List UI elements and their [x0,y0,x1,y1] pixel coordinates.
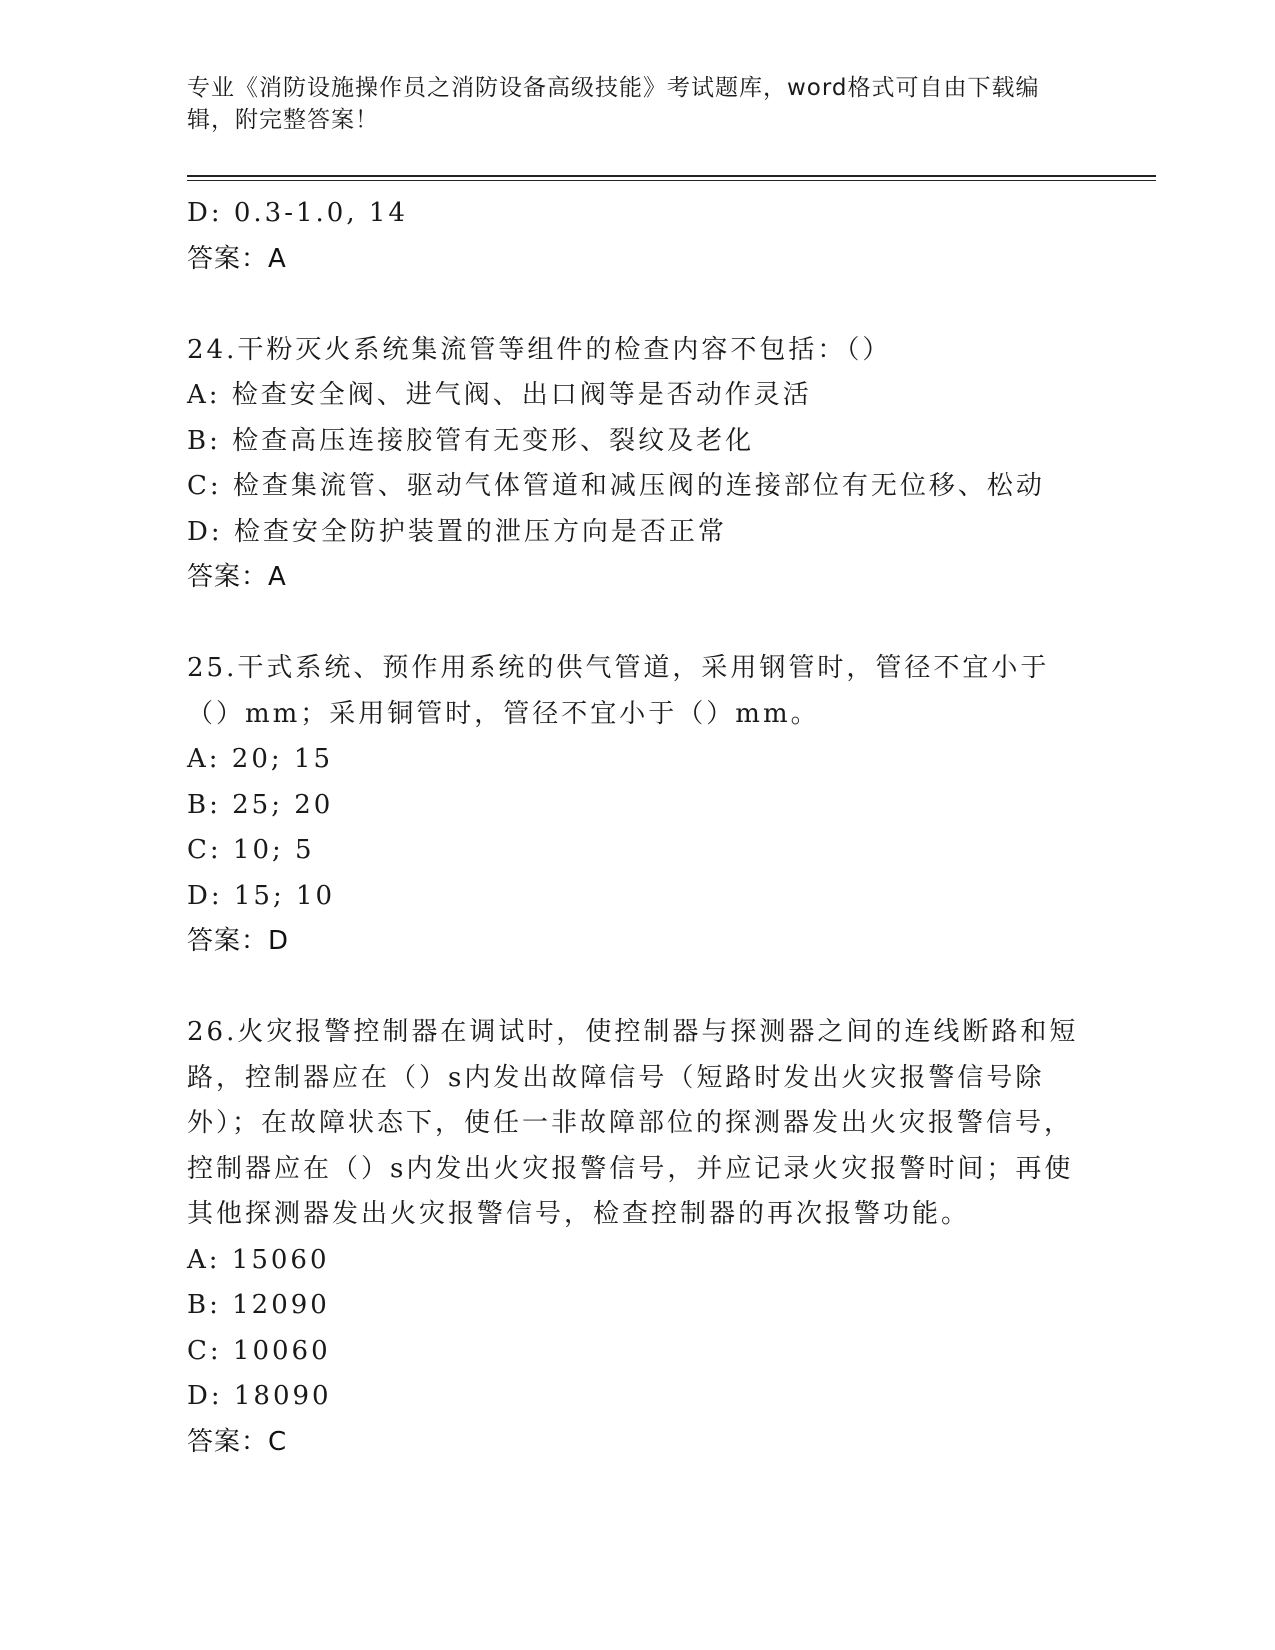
spacer [187,601,1087,647]
option-d: D: 15; 10 [187,880,336,911]
option-b: B: 12090 [187,1290,330,1320]
prev-question-answer: 答案：A [187,243,287,274]
question-answer: 答案：A [187,562,287,592]
question-stem: 24.干粉灭火系统集流管等组件的检查内容不包括：（） [187,334,892,365]
option-d: D: 18090 [187,1381,332,1411]
option-b: B: 检查高压连接胶管有无变形、裂纹及老化 [187,425,755,456]
prev-question-option-d: D: 0.3-1.0, 14 [187,198,408,228]
spacer [187,282,1087,328]
option-b: B: 25; 20 [187,789,334,820]
question-list [187,191,1087,1465]
spacer [187,965,1087,1011]
option-c: C: 10060 [187,1335,331,1366]
question-stem: 26.火灾报警控制器在调试时，使控制器与探测器之间的连线断路和短路，控制器应在（）s内发出故障信号（短路时发出火灾报警信号除外）；在故障状态下，使任一非故障部位的探测器发出火灾报警信号，控制器应在（）s内发出火灾报警信号，并应记录火灾报警时间；再使其他探测器发出火灾报警信号，检查控制器的再次报警功能。 [187,1017,1079,1229]
question-26 [187,1010,1087,1465]
option-a: A: 15060 [187,1244,330,1275]
option-d: D: 检查安全防护装置的泄压方向是否正常 [187,516,727,547]
header-text: 专业《消防设施操作员之消防设备高级技能》考试题库，word格式可自由下载编辑，附完整答案！ [187,75,1040,133]
question-25 [187,646,1087,965]
question-answer: 答案：C [187,1426,288,1457]
question-24 [187,328,1087,601]
document-header [187,72,1087,136]
question-stem: 25.干式系统、预作用系统的供气管道，采用钢管时，管径不宜小于（）mm；采用铜管时，管径不宜小于（）mm。 [187,653,1050,729]
question-answer: 答案：D [187,926,290,956]
option-a: A: 20; 15 [187,744,333,774]
header-rule-thick [187,175,1156,177]
option-a: A: 检查安全阀、进气阀、出口阀等是否动作灵活 [187,380,812,410]
option-c: C: 10; 5 [187,835,315,865]
header-rule-thin [187,180,1156,181]
option-c: C: 检查集流管、驱动气体管道和减压阀的连接部位有无位移、松动 [187,471,1045,501]
